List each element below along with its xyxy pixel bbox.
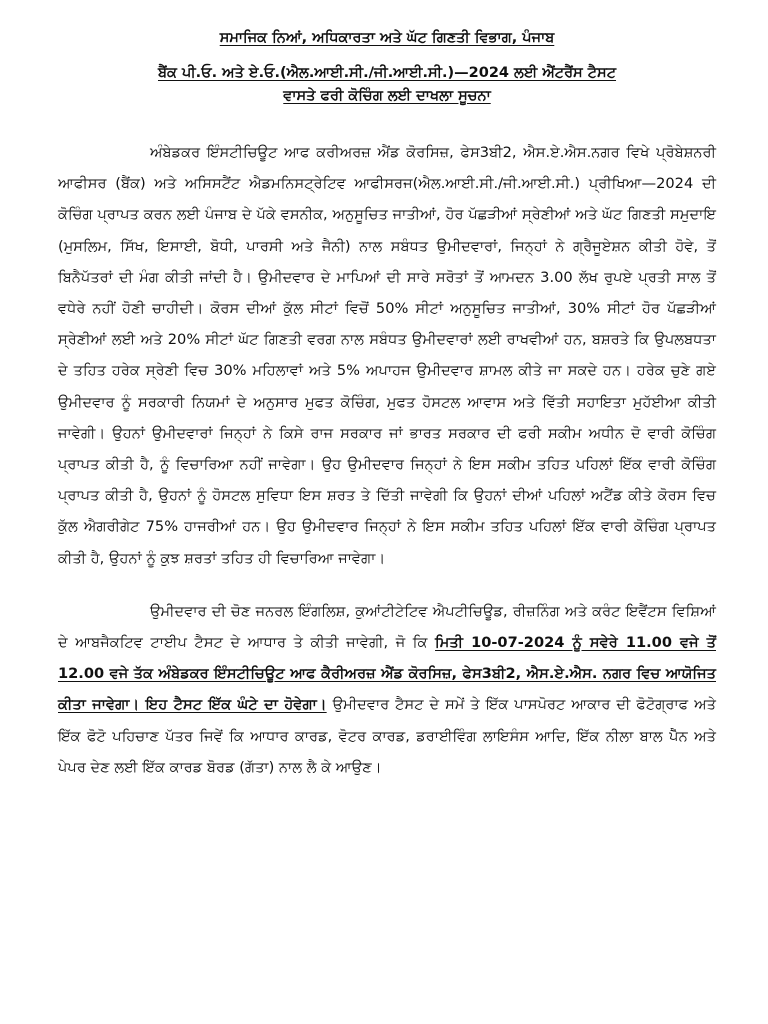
eligibility-paragraph: ਅੰਬੇਡਕਰ ਇੰਸਟੀਚਿਊਟ ਆਫ ਕਰੀਅਰਜ਼ ਐਂਡ ਕੋਰਸਿਜ਼, ਫੇਸ3ਬੀ2, ਐਸ.ਏ.ਐਸ.ਨਗਰ ਵਿਖੇ ਪ੍ਰੋਬੇਸ਼ਨਰੀ ਆਫੀਸਰ (ਬੈਂਕ) ਅਤੇ ਅਸਿਸਟੈਂਟ ਐਡਮਨਿਸਟ੍ਰੇਟਿਵ ਆਫੀਸਰਜ(ਐਲ.ਆਈ.ਸੀ./ਜੀ.ਆਈ.ਸੀ.) ਪ੍ਰੀਖਿਆ—2024 ਦੀ ਕੋਚਿੰਗ ਪ੍ਰਾਪਤ ਕਰਨ ਲਈ ਪੰਜਾਬ ਦੇ ਪੱਕੇ ਵਸਨੀਕ, ਅਨੁਸੂਚਿਤ ਜਾਤੀਆਂ, ਹੋਰ ਪੱਛੜੀਆਂ ਸ੍ਰੇਣੀਆਂ ਅਤੇ ਘੱਟ ਗਿਣਤੀ ਸਮੁਦਾਇ (ਮੁਸਲਿਮ, ਸਿੱਖ, ਇਸਾਈ, ਬੋਧੀ, ਪਾਰਸੀ ਅਤੇ ਜੈਨੀ) ਨਾਲ ਸਬੰਧਤ ਉਮੀਦਵਾਰਾਂ, ਜਿਨ੍ਹਾਂ ਨੇ ਗ੍ਰੈਜੂਏਸ਼ਨ ਕੀਤੀ ਹੋਵੇ, ਤੋਂ ਬਿਨੈਪੱਤਰਾਂ ਦੀ ਮੰਗ ਕੀਤੀ ਜਾਂਦੀ ਹੈ। ਉਮੀਦਵਾਰ ਦੇ ਮਾਪਿਆਂ ਦੀ ਸਾਰੇ ਸਰੋਤਾਂ ਤੋਂ ਆਮਦਨ 3.00 ਲੱਖ ਰੁਪਏ ਪ੍ਰਤੀ ਸਾਲ ਤੋਂ ਵਧੇਰੇ ਨਹੀਂ ਹੋਣੀ ਚਾਹੀਦੀ। ਕੋਰਸ ਦੀਆਂ ਕੁੱਲ ਸੀਟਾਂ ਵਿਚੋਂ 50% ਸੀਟਾਂ ਅਨੁਸੂਚਿਤ ਜਾਤੀਆਂ, 30% ਸੀਟਾਂ ਹੋਰ ਪੱਛੜੀਆਂ ਸ੍ਰੇਣੀਆਂ ਲਈ ਅਤੇ 20% ਸੀਟਾਂ ਘੱਟ ਗਿਣਤੀ ਵਰਗ ਨਾਲ ਸਬੰਧਤ ਉਮੀਦਵਾਰਾਂ ਲਈ ਰਾਖਵੀਆਂ ਹਨ, ਬਸ਼ਰਤੇ ਕਿ ਉਪਲਬਧਤਾ ਦੇ ਤਹਿਤ ਹਰੇਕ ਸ੍ਰੇਣੀ ਵਿਚ 30% ਮਹਿਲਾਵਾਂ ਅਤੇ 5% ਅਪਾਹਜ ਉਮੀਦਵਾਰ ਸ਼ਾਮਲ ਕੀਤੇ ਜਾ ਸਕਦੇ ਹਨ। ਹਰੇਕ ਚੁਣੇ ਗਏ ਉਮੀਦਵਾਰ ਨੂੰ ਸਰਕਾਰੀ ਨਿਯਮਾਂ ਦੇ ਅਨੁਸਾਰ ਮੁਫਤ ਕੋਚਿੰਗ, ਮੁਫਤ ਹੋਸਟਲ ਆਵਾਸ ਅਤੇ ਵਿੱਤੀ ਸਹਾਇਤਾ ਮੁਹੱਈਆ ਕੀਤੀ ਜਾਵੇਗੀ। ਉਹਨਾਂ ਉਮੀਦਵਾਰਾਂ ਜਿਨ੍ਹਾਂ ਨੇ ਕਿਸੇ ਰਾਜ ਸਰਕਾਰ ਜਾਂ ਭਾਰਤ ਸਰਕਾਰ ਦੀ ਫਰੀ ਸਕੀਮ ਅਧੀਨ ਦੋ ਵਾਰੀ ਕੋਚਿੰਗ ਪ੍ਰਾਪਤ ਕੀਤੀ ਹੈ, ਨੂੰ ਵਿਚਾਰਿਆ ਨਹੀਂ ਜਾਵੇਗਾ। ਉਹ ਉਮੀਦਵਾਰ ਜਿਨ੍ਹਾਂ ਨੇ ਇਸ ਸਕੀਮ ਤਹਿਤ ਪਹਿਲਾਂ ਇੱਕ ਵਾਰੀ ਕੋਚਿੰਗ ਪ੍ਰਾਪਤ ਕੀਤੀ ਹੈ, ਉਹਨਾਂ ਨੂੰ ਹੋਸਟਲ ਸੁਵਿਧਾ ਇਸ ਸ਼ਰਤ ਤੇ ਦਿੱਤੀ ਜਾਵੇਗੀ ਕਿ ਉਹਨਾਂ ਦੀਆਂ ਪਹਿਲਾਂ ਅਟੈਂਡ ਕੀਤੇ ਕੋਰਸ ਵਿਚ ਕੁੱਲ ਐਗਰੀਗੇਟ 75% ਹਾਜਰੀਆਂ ਹਨ। ਉਹ ਉਮੀਦਵਾਰ ਜਿਨ੍ਹਾਂ ਨੇ ਇਸ ਸਕੀਮ ਤਹਿਤ ਪਹਿਲਾਂ ਇੱਕ ਵਾਰੀ ਕੋਚਿੰਗ ਪ੍ਰਾਪਤ ਕੀਤੀ ਹੈ, ਉਹਨਾਂ ਨੂੰ ਕੁਝ ਸ਼ਰਤਾਂ ਤਹਿਤ ਹੀ ਵਿਚਾਰਿਆ ਜਾਵੇਗਾ। — [58, 144, 716, 567]
test-schedule-text: ਮਿਤੀ 10-07-2024 ਨੂੰ ਸਵੇਰੇ 11.00 ਵਜੇ ਤੋਂ 12.00 ਵਜੇ ਤੱਕ ਅੰਬੇਡਕਰ ਇੰਸਟੀਚਿਊਟ ਆਫ ਕੈਰੀਅਰਜ਼ ਐਂਡ ਕੋਰਸਿਜ਼, ਫੇਸ3ਬੀ2, ਐਸ.ਏ.ਐਸ. ਨਗਰ ਵਿਚ ਆਯੋਜਿਤ ਕੀਤਾ ਜਾਵੇਗਾ। ਇਹ ਟੈਸਟ ਇੱਕ ਘੰਟੇ ਦਾ ਹੋਵੇਗਾ। — [58, 634, 716, 714]
department-title: ਸਮਾਜਿਕ ਨਿਆਂ, ਅਧਿਕਾਰਤਾ ਅਤੇ ਘੱਟ ਗਿਣਤੀ ਵਿਭਾਗ, ਪੰਜਾਬ — [219, 30, 555, 46]
notice-subtitle: ਵਾਸਤੇ ਫਰੀ ਕੋਚਿੰਗ ਲਈ ਦਾਖਲਾ ਸੂਚਨਾ — [283, 88, 491, 104]
selection-paragraph — [58, 596, 716, 783]
test-requirements-text: ਉਮੀਦਵਾਰ ਟੈਸਟ ਦੇ ਸਮੇਂ ਤੇ ਇੱਕ ਪਾਸਪੋਰਟ ਆਕਾਰ ਦੀ ਫੋਟੋਗ੍ਰਾਫ ਅਤੇ ਇੱਕ ਫੋਟੋ ਪਹਿਚਾਣ ਪੱਤਰ ਜਿਵੇਂ ਕਿ ਆਧਾਰ ਕਾਰਡ, ਵੋਟਰ ਕਾਰਡ, ਡਰਾਈਵਿੰਗ ਲਾਇਸੰਸ ਆਦਿ, ਇੱਕ ਨੀਲਾ ਬਾਲ ਪੈੱਨ ਅਤੇ ਪੇਪਰ ਦੇਣ ਲਈ ਇੱਕ ਕਾਰਡ ਬੋਰਡ (ਗੱਤਾ) ਨਾਲ ਲੈ ਕੇ ਆਉਣ। — [58, 696, 716, 776]
notice-title: ਬੈਂਕ ਪੀ.ਓ. ਅਤੇ ਏ.ਓ.(ਐਲ.ਆਈ.ਸੀ./ਜੀ.ਆਈ.ਸੀ.)—2024 ਲਈ ਐਂਟਰੈਂਸ ਟੈਸਟ — [157, 65, 617, 81]
selection-intro-text: ਉਮੀਦਵਾਰ ਦੀ ਚੋਣ ਜਨਰਲ ਇੰਗਲਿਸ਼, ਕੁਆਂਟੀਟੇਟਿਵ ਐਪਟੀਚਿਊਡ, ਰੀਜ਼ਨਿੰਗ ਅਤੇ ਕਰੰਟ ਇਵੈਂਟਸ ਵਿਸ਼ਿਆਂ ਦੇ ਆਬਜੈਕਟਿਵ ਟਾਈਪ ਟੈਸਟ ਦੇ ਆਧਾਰ ਤੇ ਕੀਤੀ ਜਾਵੇਗੀ, ਜੋ ਕਿ — [58, 602, 716, 652]
notice-header — [58, 28, 716, 107]
